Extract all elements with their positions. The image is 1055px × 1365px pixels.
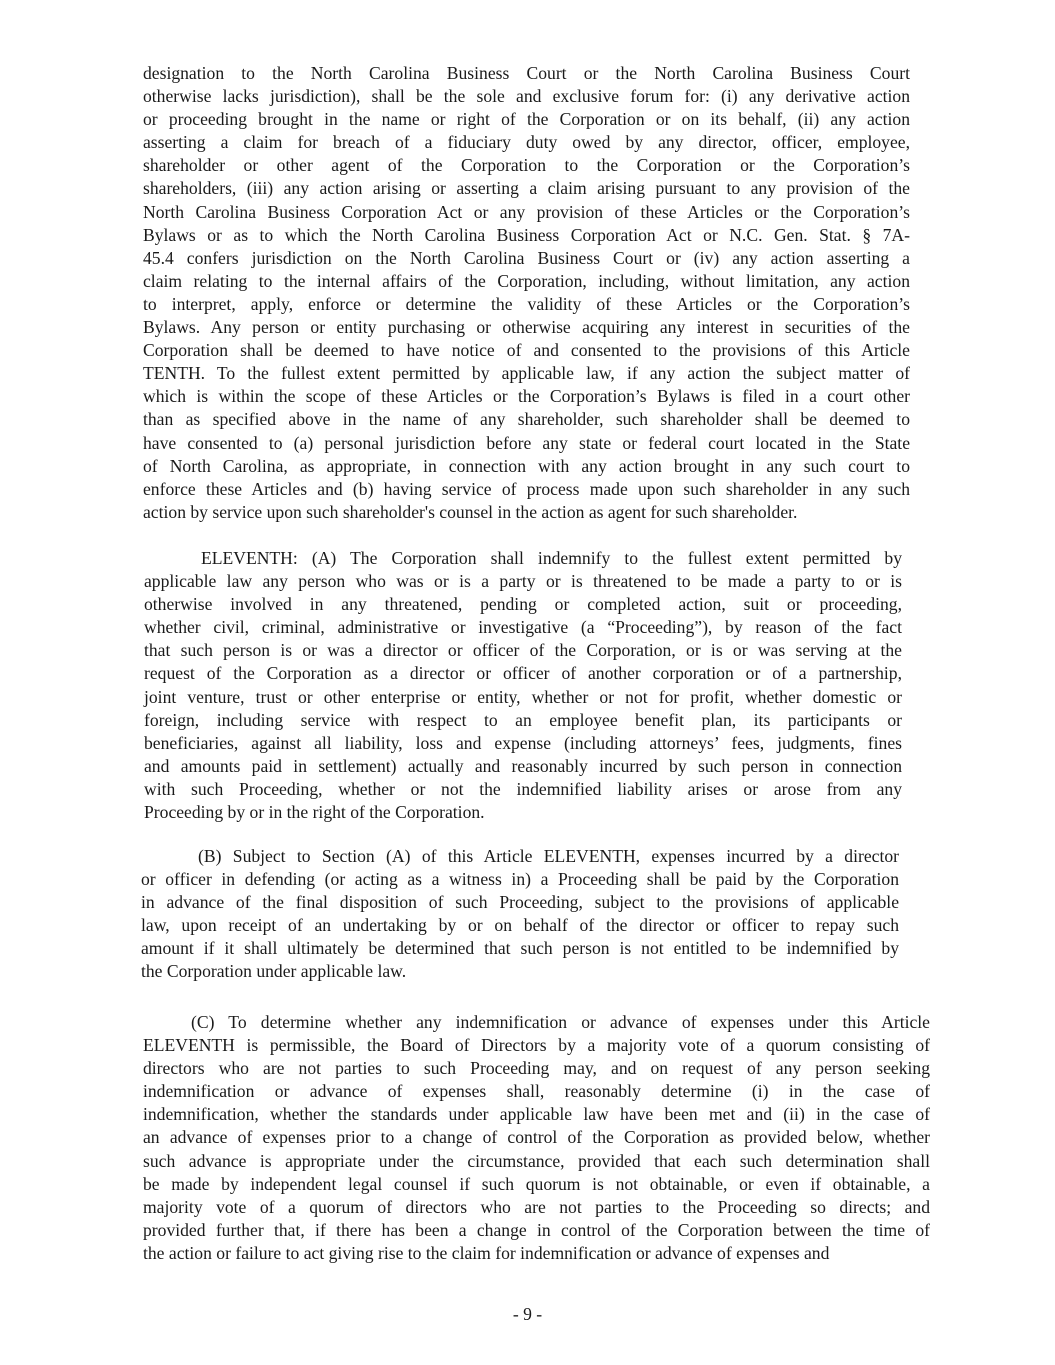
paragraph-tenth-continued <box>143 62 910 524</box>
text-line: or proceeding brought in the name or right of the Corporation or on its behalf, (ii) any action <box>143 109 910 130</box>
text-line: which is within the scope of these Articles or the Corporation’s Bylaws is filed in a court other <box>143 386 910 407</box>
text-line: (C) To determine whether any indemnification or advance of expenses under this Article <box>191 1012 930 1032</box>
text-line: an advance of expenses prior to a change of control of the Corporation as provided below, whether <box>143 1127 930 1148</box>
text-line: otherwise lacks jurisdiction), shall be the sole and exclusive forum for: (i) any derivative action <box>143 86 910 107</box>
text-line: beneficiaries, against all liability, loss and expense (including attorneys’ fees, judgments, fines <box>144 732 902 753</box>
text-line: (B) Subject to Section (A) of this Article ELEVENTH, expenses incurred by a director <box>198 846 899 866</box>
text-line: such advance is appropriate under the circumstance, provided that each such determination shall <box>143 1150 930 1171</box>
text-line: that such person is or was a director or officer of the Corporation, or is or was serving at the <box>144 640 902 661</box>
text-line: indemnification or advance of expenses shall, reasonably determine (i) in the case of <box>143 1081 930 1102</box>
text-line: North Carolina Business Corporation Act or any provision of these Articles or the Corporation’s <box>143 201 910 222</box>
text-line: the Corporation under applicable law. <box>141 961 407 982</box>
text-line: Bylaws. Any person or entity purchasing or otherwise acquiring any interest in securities of the <box>143 317 910 338</box>
text-line: the action or failure to act giving rise to the claim for indemnification or advance of expenses and <box>143 1242 830 1263</box>
text-line: asserting a claim for breach of a fiduciary duty owed by any director, officer, employee, <box>143 132 910 153</box>
text-line: have consented to (a) personal jurisdiction before any state or federal court located in the State <box>143 432 910 453</box>
page-number: - 9 - <box>512 1304 543 1324</box>
text-line: Bylaws or as to which the North Carolina Business Corporation Act or N.C. Gen. Stat. § 7A- <box>143 224 910 245</box>
text-line: action by service upon such shareholder's counsel in the action as agent for such shareholder. <box>143 501 798 522</box>
text-line: shareholders, (iii) any action arising or asserting a claim arising pursuant to any provision of the <box>143 178 910 199</box>
text-line: Proceeding by or in the right of the Corporation. <box>144 802 485 823</box>
text-line: Corporation shall be deemed to have notice of and consented to the provisions of this Article <box>143 340 910 361</box>
text-line: or officer in defending (or acting as a witness in) a Proceeding shall be paid by the Corporation <box>141 869 899 890</box>
text-line: whether civil, criminal, administrative or investigative (a “Proceeding”), by reason of the fact <box>144 617 902 638</box>
paragraph-eleventh-a <box>144 547 902 824</box>
text-line: enforce these Articles and (b) having service of process made upon such shareholder in any such <box>143 478 910 499</box>
text-line: otherwise involved in any threatened, pending or completed action, suit or proceeding, <box>144 594 902 615</box>
text-line: to interpret, apply, enforce or determine the validity of these Articles or the Corporation’s <box>143 293 910 314</box>
text-line: with such Proceeding, whether or not the indemnified liability arises or arose from any <box>144 778 902 799</box>
text-line: law, upon receipt of an undertaking by or on behalf of the director or officer to repay such <box>141 915 899 936</box>
text-line: be made by independent legal counsel if such quorum is not obtainable, or even if obtainable, a <box>143 1173 930 1194</box>
text-line: applicable law any person who was or is a party or is threatened to be made a party to or is <box>144 571 902 592</box>
text-line: ELEVENTH: (A) The Corporation shall indemnify to the fullest extent permitted by <box>201 548 902 568</box>
paragraph-eleventh-c <box>143 1011 930 1265</box>
text-line: TENTH. To the fullest extent permitted by applicable law, if any action the subject matter of <box>143 363 910 384</box>
text-line: provided further that, if there has been a change in control of the Corporation between the time of <box>143 1219 930 1240</box>
paragraph-eleventh-b <box>141 845 899 984</box>
text-line: foreign, including service with respect to an employee benefit plan, its participants or <box>144 709 902 730</box>
text-line: 45.4 confers jurisdiction on the North Carolina Business Court or (iv) any action asserting a <box>143 247 910 268</box>
text-line: claim relating to the internal affairs of the Corporation, including, without limitation, any action <box>143 270 910 291</box>
text-line: and amounts paid in settlement) actually and reasonably incurred by such person in connection <box>144 755 902 776</box>
text-line: of North Carolina, as appropriate, in connection with any action brought in any such court to <box>143 455 910 476</box>
text-line: amount if it shall ultimately be determined that such person is not entitled to be indemnified by <box>141 938 899 959</box>
text-line: directors who are not parties to such Proceeding may, and on request of any person seeking <box>143 1058 930 1079</box>
text-line: majority vote of a quorum of directors who are not parties to the Proceeding so directs; and <box>143 1196 930 1217</box>
text-line: designation to the North Carolina Business Court or the North Carolina Business Court <box>143 63 910 83</box>
text-line: in advance of the final disposition of such Proceeding, subject to the provisions of applicable <box>141 892 899 913</box>
text-line: joint venture, trust or other enterprise or entity, whether or not for profit, whether domestic or <box>144 686 902 707</box>
text-line: shareholder or other agent of the Corporation to the Corporation or the Corporation’s <box>143 155 910 176</box>
text-line: than as specified above in the name of any shareholder, such shareholder shall be deemed to <box>143 409 910 430</box>
text-line: indemnification, whether the standards under applicable law have been met and (ii) in the case of <box>143 1104 930 1125</box>
text-line: ELEVENTH is permissible, the Board of Directors by a majority vote of a quorum consisting of <box>143 1035 930 1056</box>
text-line: request of the Corporation as a director or officer of another corporation or of a partnership, <box>144 663 902 684</box>
